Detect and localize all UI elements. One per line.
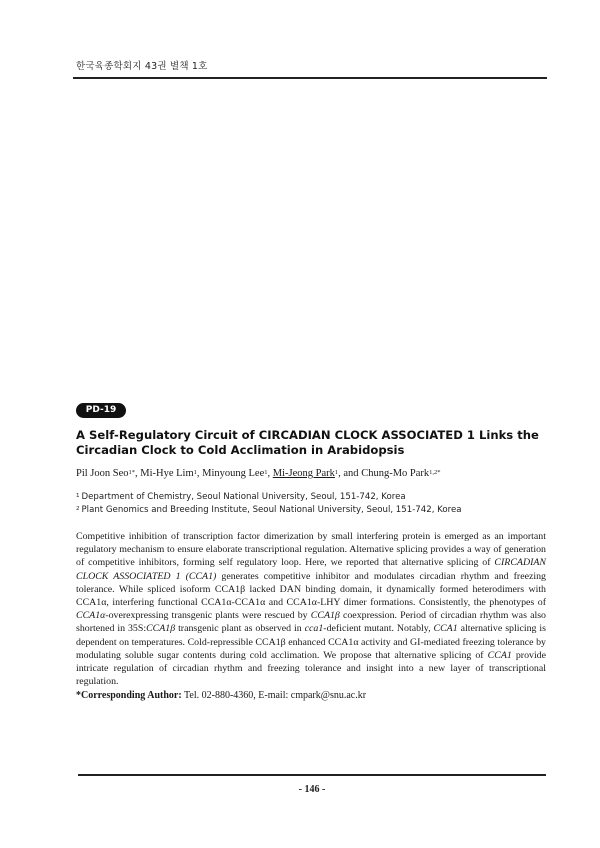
paper-title: A Self-Regulatory Circuit of CIRCADIAN CLOCK ASSOCIATED 1 Links the Circadian Clock to Cold Acclimation in Arabidopsis <box>76 428 539 457</box>
abstract-id-badge: PD-19 <box>76 403 126 418</box>
abstract-text: -deficient mutant. Notably, <box>323 623 434 635</box>
author-affiliation-mark: 1 <box>193 469 197 476</box>
abstract-text: Competitive inhibition of transcription factor dimerization by small interfering protein is emerged as an important regulatory mechanism to ensure elaborate transcriptional regulation. Alternative splicing provides a way of generation of competitive inhibitors, forming self regulatory loop. Here, we reported that alternative splicing of <box>76 531 546 569</box>
corresponding-author <box>76 689 546 702</box>
abstract-italic-term: CIRCADIAN CLOCK ASSOCIATED 1 (CCA1) <box>76 557 546 582</box>
author-name: Mi-Jeong Park <box>272 468 335 479</box>
footer-rule <box>78 774 546 776</box>
author-name: Minyoung Lee <box>202 468 265 479</box>
author-separator: , <box>196 468 203 479</box>
journal-header: 한국육종학회지 43권 별책 1호 <box>76 61 208 72</box>
author-affiliation-mark: 1* <box>128 469 136 476</box>
abstract-italic-term: CCA1 <box>433 623 458 635</box>
author-name: Chung-Mo Park <box>361 468 430 479</box>
abstract-italic-term: CCA1β <box>310 610 340 622</box>
affiliation-number: 1 <box>76 493 80 499</box>
author-affiliation-mark: 1 <box>264 469 268 476</box>
page-number: - 146 - <box>298 784 326 795</box>
affiliations <box>76 491 546 516</box>
abstract-italic-term: CCA1α <box>76 610 106 622</box>
author-name: Mi-Hye Lim <box>140 468 194 479</box>
abstract-body <box>76 530 546 688</box>
author-separator: , <box>267 468 273 479</box>
abstract-text: generates competitive inhibitor and modulates circadian rhythm and freezing tolerance. While spliced isoform CCA1β lacked DAN binding domain, it dynamically formed heterodimers with CCA1α, interfering functional CCA1α-CCA1α and CCA1α-LHY dimer formations. Consistently, the phenotypes of <box>76 570 546 609</box>
affiliation-text: Plant Genomics and Breeding Institute, Seoul National University, Seoul, 151-742, Korea <box>81 504 462 515</box>
corresponding-contact: Tel. 02-880-4360, E-mail: cmpark@snu.ac.kr <box>181 690 367 701</box>
author-affiliation-mark: 1,2* <box>429 469 441 476</box>
affiliation-text: Department of Chemistry, Seoul National University, Seoul, 151-742, Korea <box>81 492 406 502</box>
abstract-italic-term: CCA1 <box>487 649 512 661</box>
abstract-text: -overexpressing transgenic plants were rescued by <box>105 610 311 622</box>
abstract-text: provide intricate regulation of circadian rhythm and freezing tolerance and insight into a new layer of transcriptional regulation. <box>76 649 547 688</box>
author-name: Pil Joon Seo <box>76 468 129 479</box>
author-list <box>76 467 546 481</box>
corresponding-label: *Corresponding Author: <box>76 690 182 701</box>
abstract-text: coexpression. Period of circadian rhythm was also shortened in 35S: <box>76 610 546 635</box>
author-separator: , and <box>338 468 362 479</box>
author-separator: , <box>135 468 141 479</box>
header-rule <box>73 77 547 79</box>
abstract-italic-term: cca1 <box>304 623 324 635</box>
affiliation-line <box>76 491 546 504</box>
affiliation-number: 2 <box>76 505 80 512</box>
abstract-text: alternative splicing is dependent on temperatures. Cold-repressible CCA1β enhanced CCA1α activity and GI-mediated freezing tolerance by modulating soluble sugar contents during cold acclimation. We propose that alternative splicing of <box>76 623 546 661</box>
affiliation-line <box>76 504 546 517</box>
author-affiliation-mark: 1 <box>334 469 339 476</box>
abstract-text: transgenic plant as observed in <box>175 623 305 635</box>
abstract-italic-term: CCA1β <box>146 623 176 635</box>
